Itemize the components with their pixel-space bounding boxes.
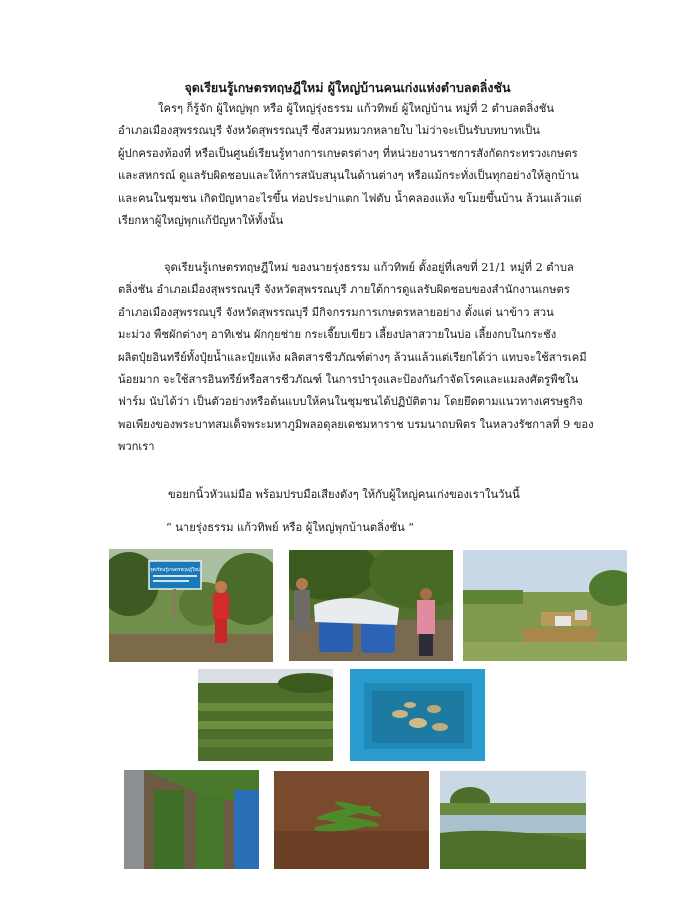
text-line: ขอยกนิ้วหัวแม่มือ พร้อมปรบมือเสียงดังๆ ให้กับผู้ใหญ่คนเก่งของเราในวันนี้ — [168, 488, 520, 501]
text-line: ฟาร์ม นับได้ว่า เป็นตัวอย่างหรือต้นแบบให้คนในชุมชนได้ปฏิบัติตาม โดยยึดตามแนวทางเศรษฐกิจ — [118, 395, 583, 409]
paragraph-praise — [122, 484, 642, 506]
text-line: เรียกหาผู้ใหญ่พุกแก้ปัญหาให้ทั้งนั้น — [118, 214, 284, 228]
text-line: และสหกรณ์ ดูแลรับผิดชอบและให้การสนับสนุนในด้านต่างๆ หรือแม้กระทั่งเป็นทุกอย่างให้ลูกบ้าน — [118, 169, 579, 183]
paragraph-intro — [118, 98, 642, 232]
text-line: และคนในชุมชน เกิดปัญหาอะไรขึ้น ท่อประปาแตก ไฟดับ น้ำคลองแห้ง ขโมยขึ้นบ้าน ล้วนแล้วแต่ — [118, 191, 582, 205]
photo-vegetable-rows — [198, 669, 333, 761]
document-title: จุดเรียนรู้เกษตรทฤษฎีใหม่ ผู้ใหญ่บ้านคนเก่งแห่งตำบลตลิ่งชัน — [184, 80, 511, 95]
text-line: มะม่วง พืชผักต่างๆ อาทิเช่น ผักกุยช่าย กระเจี๊ยบเขียว เลี้ยงปลาสวายในบ่อ เลี้ยงกบในกระชัง — [118, 328, 557, 342]
photo-people-with-barrels — [289, 550, 453, 661]
text-line: พอเพียงของพระบาทสมเด็จพระมหาภูมิพลอดุลยเดชมหาราช บรมนาถบพิตร ในหลวงรัชกาลที่ 9 ของ — [118, 417, 594, 431]
text-line: อำเภอเมืองสุพรรณบุรี จังหวัดสุพรรณบุรี มีกิจกรรมการเกษตรหลายอย่าง ตั้งแต่ นาข้าว สวน — [118, 305, 554, 319]
text-line: พวกเรา — [118, 440, 155, 454]
photo-hay-bales-field — [463, 550, 627, 661]
text-line: อำเภอเมืองสุพรรณบุรี จังหวัดสุพรรณบุรี ซึ่งสวมหมวกหลายใบ ไม่ว่าจะเป็นรับบทบาทเป็น — [118, 124, 540, 138]
quote-line — [122, 517, 642, 539]
photo-fish-pond-bank — [440, 771, 586, 869]
text-line: จุดเรียนรู้เกษตรทฤษฎีใหม่ ของนายรุ่งธรรม แก้วทิพย์ ตั้งอยู่ที่เลขที่ 21/1 หมู่ที่ 2 ตำบล — [164, 261, 574, 274]
text-line: ตลิ่งชัน อำเภอเมืองสุพรรณบุรี จังหวัดสุพรรณบุรี ภายใต้การดูแลรับผิดชอบของสำนักงานเกษตร — [118, 283, 570, 297]
text-line: ใครๆ ก็รู้จัก ผู้ใหญ่พุก หรือ ผู้ใหญ่รุ่งธรรม แก้วทิพย์ ผู้ใหญ่บ้าน หมู่ที่ 2 ตำบลตลิ่งชัน — [158, 102, 554, 115]
photo-frog-net-cage — [350, 669, 485, 761]
photo-raised-beds-fence — [124, 770, 259, 869]
photo-man-by-sign — [109, 549, 273, 662]
sign-text: จุดเรียนรู้เกษตรทฤษฎีใหม่ — [149, 568, 201, 573]
quote-text: “ นายรุ่งธรรม แก้วทิพย์ หรือ ผู้ใหญ่พุกบ้านตลิ่งชัน “ — [166, 521, 414, 534]
photo-okra-pods-on-table — [274, 771, 429, 869]
text-line: ผู้ปกครองท้องที่ หรือเป็นศูนย์เรียนรู้ทางการเกษตรต่างๆ ที่หน่วยงานราชการสังกัดกระทรวงเกษตร — [118, 146, 578, 160]
text-line: ผลิตปุ๋ยอินทรีย์ทั้งปุ๋ยน้ำและปุ๋ยแห้ง ผลิตสารชีวภัณฑ์ต่างๆ ล้วนแล้วแต่เรียกได้ว่า แทบจะใช้สารเคมี — [118, 350, 587, 364]
paragraph-learning-center — [118, 257, 642, 459]
text-line: น้อยมาก จะใช้สารอินทรีย์หรือสารชีวภัณฑ์ ในการบำรุงและป้องกันกำจัดโรคและแมลงศัตรูพืชใน — [118, 373, 579, 387]
